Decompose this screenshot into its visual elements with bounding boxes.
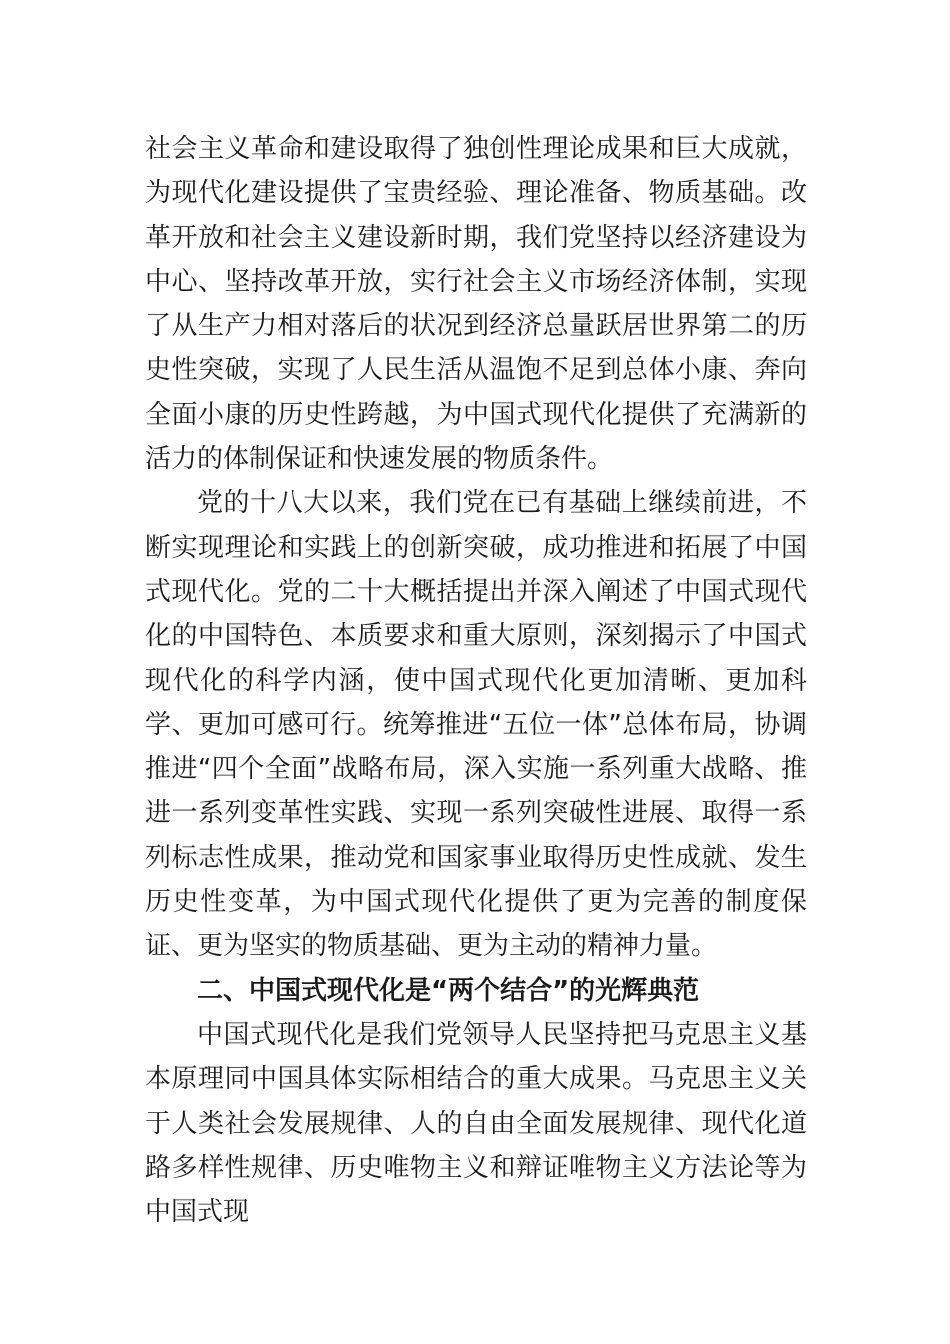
paragraph-continuation: 社会主义革命和建设取得了独创性理论成果和巨大成就，为现代化建设提供了宝贵经验、理论准备、物质基础。改革开放和社会主义建设新时期，我们党坚持以经济建设为中心、坚持改革开放，实行社会主义市场经济体制，实现了从生产力相对落后的状况到经济总量跃居世界第二的历史性突破，实现了人民生活从温饱不足到总体小康、奔向全面小康的历史性跨越，为中国式现代化提供了充满新的活力的体制保证和快速发展的物质条件。 [145, 134, 807, 475]
paragraph-eighteenth-congress: 党的十八大以来，我们党在已有基础上继续前进，不断实现理论和实践上的创新突破，成功推进和拓展了中国式现代化。党的二十大概括提出并深入阐述了中国式现代化的中国特色、本质要求和重大原则，深刻揭示了中国式现代化的科学内涵，使中国式现代化更加清晰、更加科学、更加可感可行。统筹推进“五位一体”总体布局，协调推进“四个全面”战略布局，深入实施一系列重大战略、推进一系列变革性实践、实现一系列突破性进展、取得一系列标志性成果，推动党和国家事业取得历史性成就、发生历史性变革，为中国式现代化提供了更为完善的制度保证、更为坚实的物质基础、更为主动的精神力量。 [145, 488, 807, 962]
section-heading: 二、中国式现代化是“两个结合”的光辉典范 [197, 975, 700, 1006]
document-body [145, 127, 807, 1234]
paragraph-two-combinations: 中国式现代化是我们党领导人民坚持把马克思主义基本原理同中国具体实际相结合的重大成果。马克思主义关于人类社会发展规律、人的自由全面发展规律、现代化道路多样性规律、历史唯物主义和辩证唯物主义方法论等为中国式现 [145, 1019, 807, 1228]
